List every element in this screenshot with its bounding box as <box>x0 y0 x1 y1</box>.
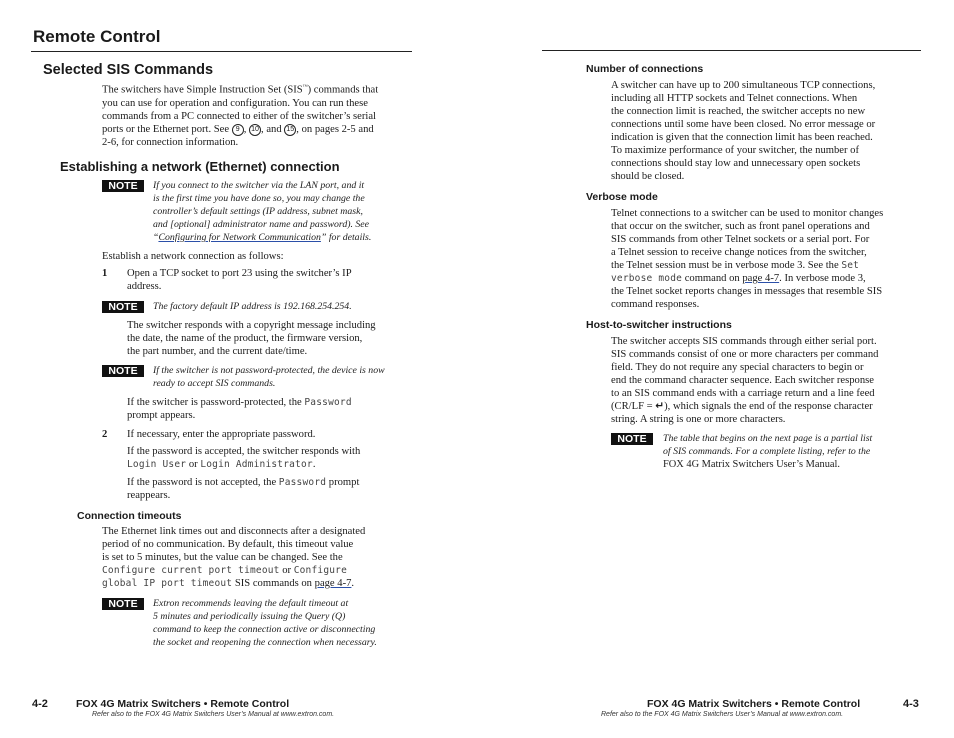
connections-paragraph: A switcher can have up to 200 simultaneous TCP connections, including all HTTP sockets and Telnet connections. When the connection limit is reached, the switcher accepts no new connections until some have been closed. No error message or indication is given that the connection limit has been reached. To maximize performance of your switcher, the number of connections should stay low and unnecessary open sockets should be closed. <box>611 80 876 182</box>
page-number: 4-3 <box>903 698 919 710</box>
footer-subtitle: Refer also to the FOX 4G Matrix Switchers User’s Manual at www.extron.com. <box>92 711 335 718</box>
host-heading: Host-to-switcher instructions <box>586 319 732 331</box>
responds-paragraph: The switcher responds with a copyright message including the date, the name of the product, the firmware version, the part number, and the current date/time. <box>127 320 376 357</box>
timeouts-paragraph: The Ethernet link times out and disconnects after a designated period of no communication. By default, this timeout value is set to 5 minutes, but the value can be changed. See the Configure current port timeout or Configure global IP port timeout SIS commands on page 4-7. <box>102 526 366 589</box>
verbose-paragraph: Telnet connections to a switcher can be used to monitor changes that occur on the switcher, such as front panel operations and SIS commands from other Telnet sockets or a serial port. For a Telnet session to receive change notices from the switcher, the Telnet session must be in verbose mode 3. See the Set verbose mode command on page 4-7. In verbose mode 3, the Telnet socket reports changes in messages that resemble SIS command responses. <box>611 208 884 310</box>
footer-title: FOX 4G Matrix Switchers • Remote Control <box>647 698 861 710</box>
note-badge: NOTE <box>102 301 144 313</box>
verbose-heading: Verbose mode <box>586 191 658 203</box>
section-title: Selected SIS Commands <box>43 62 214 78</box>
note-default-ip: The factory default IP address is 192.168.254.254. <box>153 301 352 312</box>
configuring-network-link[interactable]: Configuring for Network Communication <box>158 232 321 243</box>
step-number: 2 <box>102 429 108 440</box>
step-number: 1 <box>102 268 108 279</box>
note-partial-list: The table that begins on the next page is a partial list of SIS commands. For a complete listing, refer to the FOX 4G Matrix Switchers User’s Manual. <box>663 433 873 470</box>
chapter-title: Remote Control <box>33 27 161 46</box>
host-paragraph: The switcher accepts SIS commands through either serial port. SIS commands consist of one or more characters per command field. They do not require any special characters to begin or end the command character sequence. Each switcher response to an SIS command ends with a carriage return and a line feed (CR/LF = ↵), which signals the end of the response character string. A string is one or more characters. <box>611 336 879 425</box>
establish-text: Establish a network connection as follows: <box>102 251 284 262</box>
note-badge: NOTE <box>611 433 653 445</box>
step-1-text: Open a TCP socket to port 23 using the switcher’s IP address. <box>127 268 352 292</box>
intro-paragraph: The switchers have Simple Instruction Set (SIS™) commands that you can use for operation and configuration. You can run these commands from a PC connected to either of the switcher’s serial ports or the Ethernet port. See 9 , 10 , and 15 , on pages 2-5 and 2-6, for connection information. <box>102 84 379 148</box>
callout-15-icon: 15 <box>284 124 296 136</box>
network-heading: Establishing a network (Ethernet) connection <box>60 159 340 174</box>
password-not-accepted-paragraph: If the password is not accepted, the Password prompt reappears. <box>127 477 360 501</box>
header-rule <box>31 51 412 52</box>
callout-10-icon: 10 <box>249 124 261 136</box>
footer-title: FOX 4G Matrix Switchers • Remote Control <box>76 698 290 710</box>
note-not-password: If the switcher is not password-protected, the device is now ready to accept SIS commands. <box>153 365 385 389</box>
password-protected-paragraph: If the switcher is password-protected, the Password prompt appears. <box>127 397 352 421</box>
note-lan: If you connect to the switcher via the LAN port, and it is the first time you have done so, you may change the controller’s default settings (IP address, subnet mask, and [optional] administrator name and password). See “Configuring for Network Communication” for details. <box>153 180 372 243</box>
right-page <box>477 0 954 738</box>
timeouts-heading: Connection timeouts <box>77 510 182 522</box>
password-accepted-paragraph: If the password is accepted, the switcher responds with Login User or Login Administrator. <box>127 446 361 470</box>
step-2-text: If necessary, enter the appropriate password. <box>127 429 316 440</box>
callout-9-icon: 9 <box>232 124 244 136</box>
note-timeout: Extron recommends leaving the default timeout at 5 minutes and periodically issuing the Query (Q) command to keep the connection active or disconnecting the socket and reopening the connection when necessary. <box>153 598 377 648</box>
note-badge: NOTE <box>102 180 144 192</box>
footer-subtitle: Refer also to the FOX 4G Matrix Switchers User’s Manual at www.extron.com. <box>601 711 844 718</box>
page-4-7-link[interactable]: page 4-7 <box>742 273 780 284</box>
header-rule <box>542 50 921 51</box>
note-badge: NOTE <box>102 365 144 377</box>
note-badge: NOTE <box>102 598 144 610</box>
page-4-7-link[interactable]: page 4-7 <box>314 578 352 589</box>
connections-heading: Number of connections <box>586 63 704 75</box>
enter-key-icon: ↵ <box>655 400 665 412</box>
page-number: 4-2 <box>32 698 48 710</box>
